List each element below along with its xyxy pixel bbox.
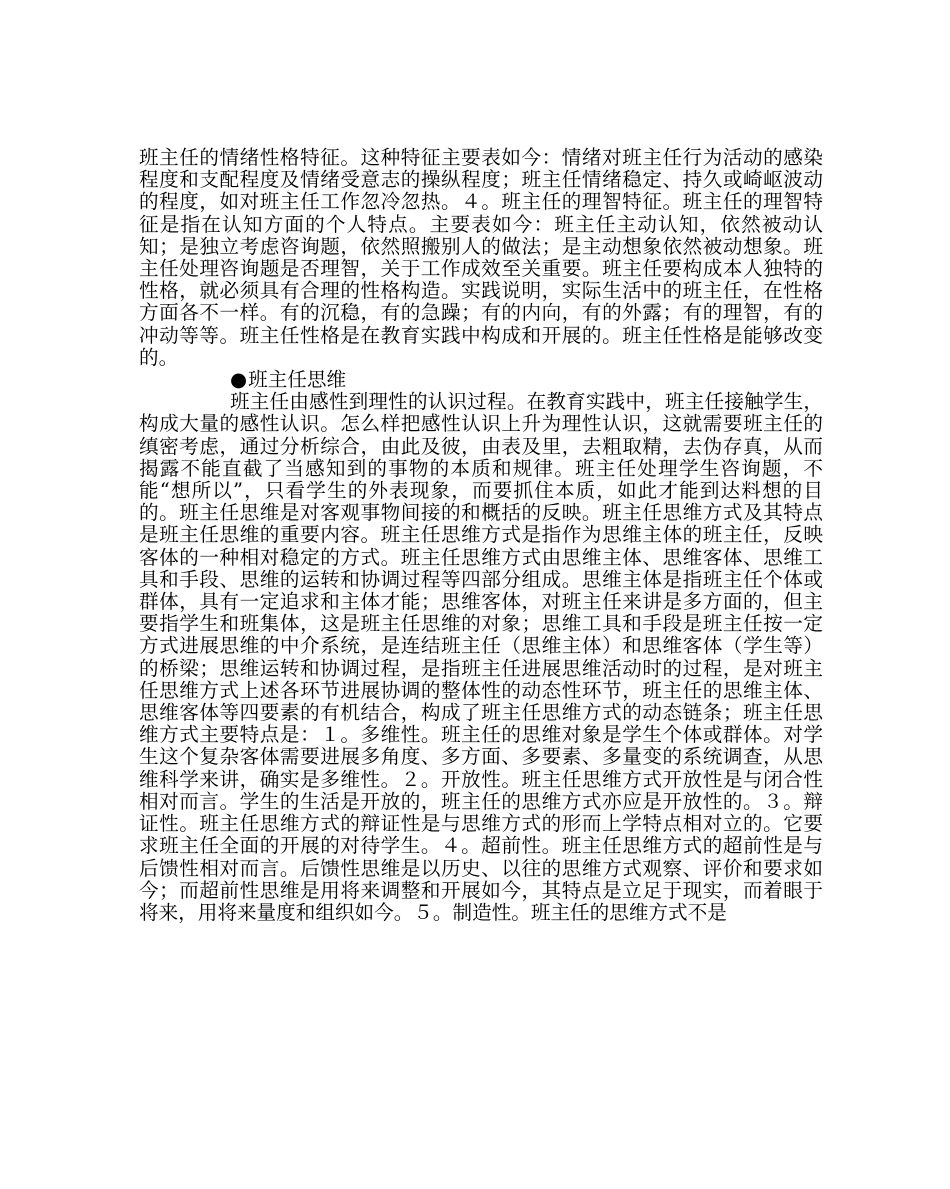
section-heading-text: 班主任思维 <box>248 368 347 392</box>
bullet-icon: ● <box>230 368 248 392</box>
section-heading <box>139 369 823 391</box>
document-body <box>139 147 823 924</box>
paragraph-personality: 班主任的情绪性格特征。这种特征主要表如今：情绪对班主任行为活动的感染程度和支配程度及情绪受意志的操纵程度；班主任情绪稳定、持久或崎岖波动的程度，如对班主任工作忽冷忽热。４。班主任的理智特征。班主任的理智特征是指在认知方面的个人特点。主要表如今：班主任主动认知，依然被动认知；是独立考虑咨询题，依然照搬别人的做法；是主动想象依然被动想象。班主任处理咨询题是否理智，关于工作成效至关重要。班主任要构成本人独特的性格，就必须具有合理的性格构造。实践说明，实际生活中的班主任，在性格方面各不一样。有的沉稳，有的急躁；有的内向，有的外露；有的理智，有的冲动等等。班主任性格是在教育实践中构成和开展的。班主任性格是能够改变的。 <box>139 146 823 369</box>
paragraph-thinking: 班主任由感性到理性的认识过程。在教育实践中，班主任接触学生，构成大量的感性认识。怎么样把感性认识上升为理性认识，这就需要班主任的缜密考虑，通过分析综合，由此及彼，由表及里，去粗取精，去伪存真，从而揭露不能直截了当感知到的事物的本质和规律。班主任处理学生咨询题，不能“想所以”，只看学生的外表现象，而要抓住本质，如此才能到达料想的目的。班主任思维是对客观事物间接的和概括的反映。班主任思维方式及其特点是班主任思维的重要内容。班主任思维方式是指作为思维主体的班主任，反映客体的一种相对稳定的方式。班主任思维方式由思维主体、思维客体、思维工具和手段、思维的运转和协调过程等四部分组成。思维主体是指班主任个体或群体，具有一定追求和主体才能；思维客体，对班主任来讲是多方面的，但主要指学生和班集体，这是班主任思维的对象；思维工具和手段是班主任按一定方式进展思维的中介系统，是连结班主任（思维主体）和思维客体（学生等）的桥梁；思维运转和协调过程，是指班主任进展思维活动时的过程，是对班主任思维方式上述各环节进展协调的整体性的动态性环节，班主任的思维主体、思维客体等四要素的有机结合，构成了班主任思维方式的动态链条；班主任思维方式主要特点是：１。多维性。班主任的思维对象是学生个体或群体。对学生这个复杂客体需要进展多角度、多方面、多要素、多量变的系统调查，从思维科学来讲，确实是多维性。２。开放性。班主任思维方式开放性是与闭合性相对而言。学生的生活是开放的，班主任的思维方式亦应是开放性的。３。辩证性。班主任思维方式的辩证性是与思维方式的形而上学特点相对立的。它要求班主任全面的开展的对待学生。４。超前性。班主任思维方式的超前性是与后馈性相对而言。后馈性思维是以历史、以往的思维方式观察、评价和要求如今；而超前性思维是用将来调整和开展如今，其特点是立足于现实，而着眼于将来，用将来量度和组织如今。５。制造性。班主任的思维方式不是 <box>139 390 823 924</box>
